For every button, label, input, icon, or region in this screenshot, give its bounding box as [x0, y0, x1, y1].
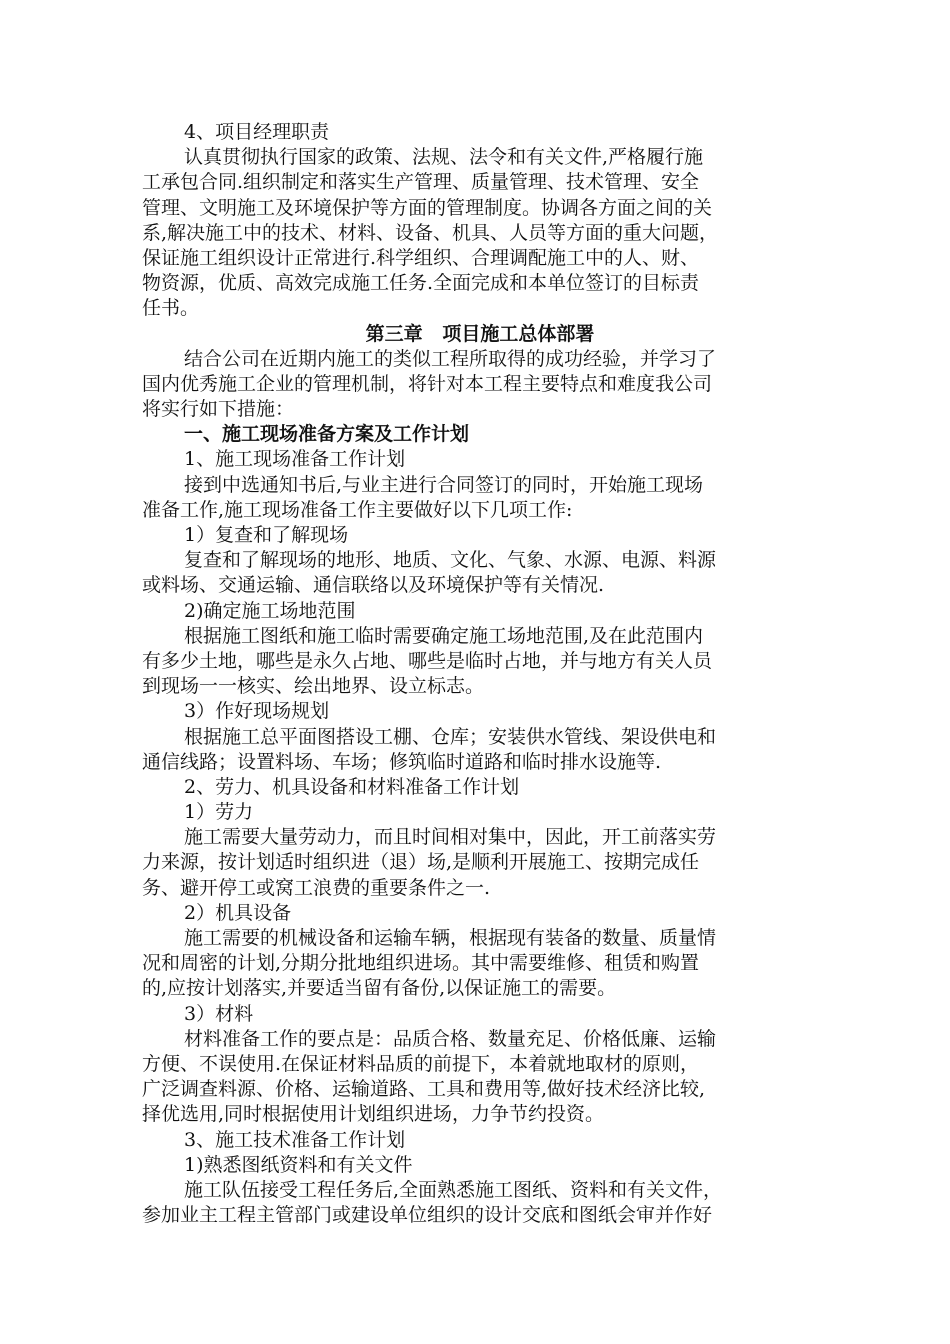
- paragraph-line: 况和周密的计划,分期分批地组织进场。其中需要维修、租赁和购置: [142, 952, 700, 975]
- sub-heading: 1）劳力: [184, 801, 254, 824]
- sub-heading: 3）作好现场规划: [184, 700, 330, 723]
- paragraph-line: 材料准备工作的要点是：品质合格、数量充足、价格低廉、运输: [184, 1027, 717, 1050]
- paragraph-line: 施工需要的机械设备和运输车辆，根据现有装备的数量、质量情: [184, 927, 717, 949]
- sub-heading: 1、施工现场准备工作计划: [184, 448, 406, 471]
- sub-heading: 1）复查和了解现场: [184, 524, 349, 546]
- paragraph-line: 将实行如下措施：: [142, 398, 295, 421]
- chapter-title: 第三章 项目施工总体部署: [365, 322, 595, 345]
- sub-heading: 3）材料: [184, 1002, 254, 1025]
- sub-heading: 2）机具设备: [184, 901, 292, 924]
- sub-heading: 3、施工技术准备工作计划: [184, 1128, 406, 1151]
- paragraph-line: 到现场一一核实、绘出地界、设立标志。: [142, 675, 485, 698]
- paragraph-line: 复查和了解现场的地形、地质、文化、气象、水源、电源、料源: [184, 549, 717, 572]
- paragraph-line: 方便、不误使用.在保证材料品质的前提下，本着就地取材的原则，: [142, 1052, 700, 1075]
- document-page: [142, 120, 818, 1228]
- section-heading: 一、施工现场准备方案及工作计划: [184, 423, 470, 446]
- sub-heading: 2、劳力、机具设备和材料准备工作计划: [184, 775, 520, 798]
- paragraph-line: 施工队伍接受工程任务后,全面熟悉施工图纸、资料和有关文件，: [184, 1178, 723, 1201]
- paragraph-line: 参加业主工程主管部门或建设单位组织的设计交底和图纸会审并作好: [142, 1204, 713, 1227]
- paragraph-line: 或料场、交通运输、通信联络以及环境保护等有关情况.: [142, 574, 605, 597]
- paragraph-line: 任书。: [142, 297, 200, 320]
- paragraph-line: 接到中选通知书后,与业主进行合同签订的同时，开始施工现场: [184, 473, 704, 496]
- paragraph-line: 施工需要大量劳动力，而且时间相对集中，因此，开工前落实劳: [184, 826, 717, 849]
- paragraph-line: 力来源，按计划适时组织进（退）场,是顺利开展施工、按期完成任: [142, 851, 700, 874]
- sub-heading: 1)熟悉图纸资料和有关文件: [184, 1153, 413, 1176]
- paragraph-line: 务、避开停工或窝工浪费的重要条件之一.: [142, 876, 491, 899]
- paragraph-line: 择优选用,同时根据使用计划组织进场，力争节约投资。: [142, 1103, 605, 1126]
- paragraph-line: 根据施工总平面图搭设工棚、仓库；安装供水管线、架设供电和: [184, 725, 717, 748]
- sub-heading: 2)确定施工场地范围: [184, 599, 356, 622]
- paragraph-line: 管理、文明施工及环境保护等方面的管理制度。协调各方面之间的关: [142, 196, 713, 219]
- paragraph-line: 系,解决施工中的技术、材料、设备、机具、人员等方面的重大问题，: [142, 221, 719, 244]
- paragraph-line: 国内优秀施工企业的管理机制，将针对本工程主要特点和难度我公司: [142, 372, 713, 395]
- paragraph-line: 广泛调查料源、价格、运输道路、工具和费用等,做好技术经济比较,: [142, 1078, 706, 1101]
- paragraph-line: 保证施工组织设计正常进行.科学组织、合理调配施工中的人、财、: [142, 246, 700, 269]
- sub-heading: 4、项目经理职责: [184, 121, 330, 143]
- paragraph-line: 认真贯彻执行国家的政策、法规、法令和有关文件,严格履行施: [184, 146, 704, 169]
- paragraph-line: 通信线路；设置料场、车场；修筑临时道路和临时排水设施等.: [142, 750, 662, 773]
- paragraph-line: 物资源，优质、高效完成施工任务.全面完成和本单位签订的目标责: [142, 272, 700, 295]
- paragraph-line: 结合公司在近期内施工的类似工程所取得的成功经验，并学习了: [184, 347, 717, 370]
- paragraph-line: 的,应按计划落实,并要适当留有备份,以保证施工的需要。: [142, 977, 617, 1000]
- paragraph-line: 有多少土地，哪些是永久占地、哪些是临时占地，并与地方有关人员: [142, 649, 713, 672]
- paragraph-line: 工承包合同.组织制定和落实生产管理、质量管理、技术管理、安全: [142, 171, 700, 194]
- paragraph-line: 根据施工图纸和施工临时需要确定施工场地范围,及在此范围内: [184, 624, 704, 647]
- paragraph-line: 准备工作,施工现场准备工作主要做好以下几项工作:: [142, 498, 573, 521]
